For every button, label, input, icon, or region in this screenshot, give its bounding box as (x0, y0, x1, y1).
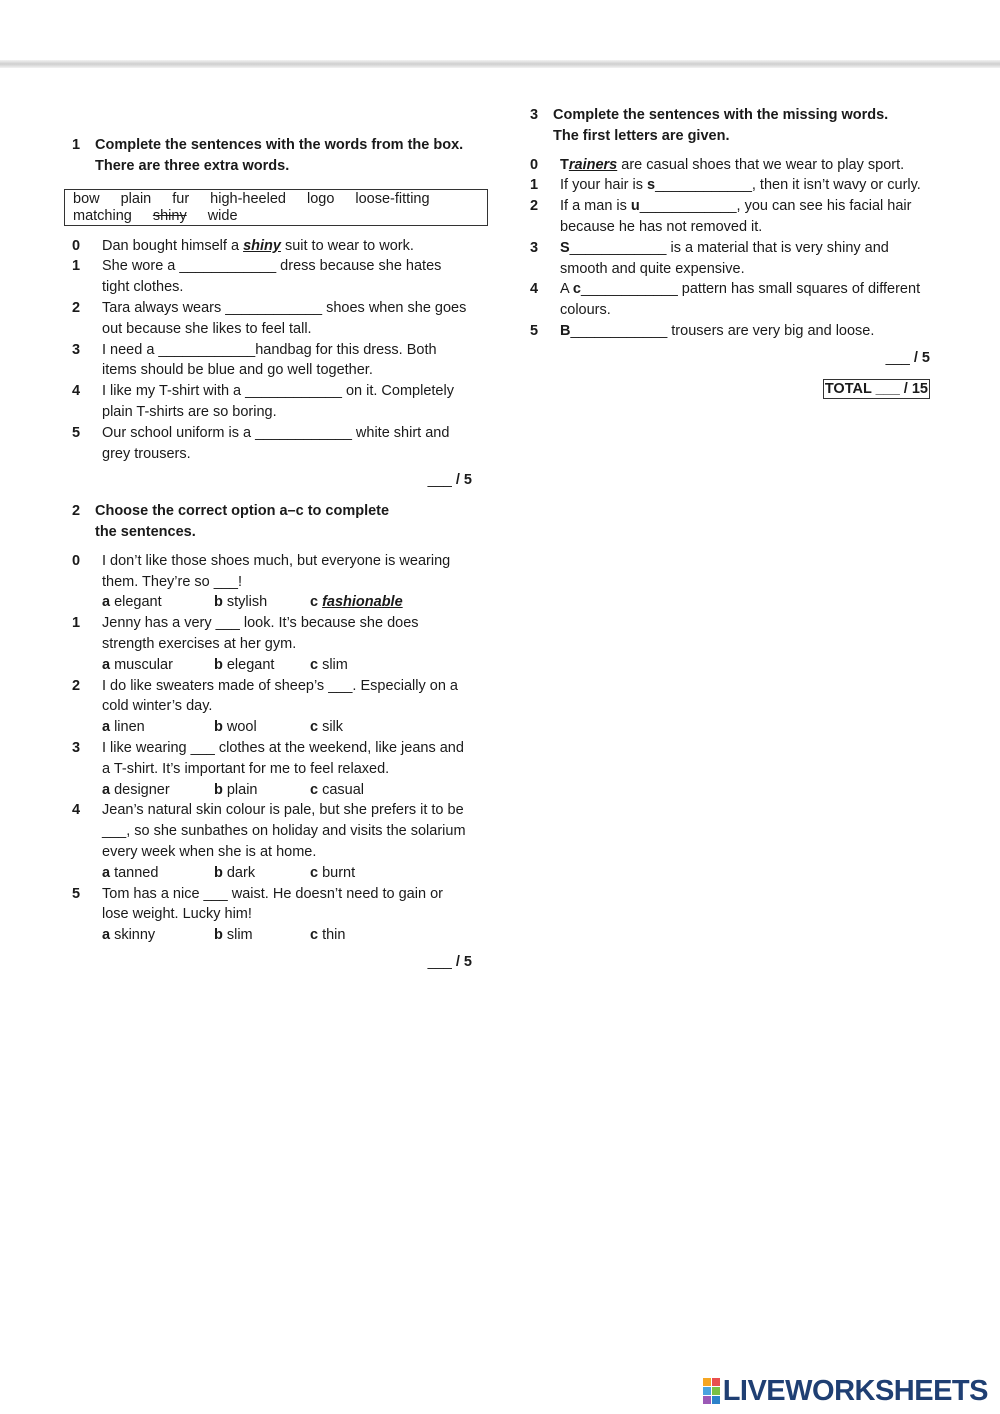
left-column (72, 135, 472, 973)
option-c[interactable] (310, 592, 403, 613)
box-word: high-heeled (210, 190, 286, 207)
option-letter: c (310, 656, 319, 673)
question-number: 2 (72, 677, 81, 694)
score-total: / 5 (451, 953, 472, 970)
question-number: 4 (72, 802, 81, 819)
exercise-2 (72, 501, 472, 973)
option-letter: a (102, 864, 111, 881)
question-number: 5 (72, 885, 81, 902)
text-before: If your hair is (560, 177, 648, 194)
exercise-1-heading (72, 135, 472, 177)
question-number: 1 (72, 258, 81, 275)
question-item (72, 884, 472, 926)
exercise-number: 1 (72, 137, 81, 153)
option-c[interactable] (310, 863, 355, 884)
option-text: tanned (114, 864, 159, 881)
score-line (72, 470, 472, 491)
question-item (72, 551, 472, 593)
top-divider-bar (0, 60, 1000, 68)
option-text: skinny (114, 927, 156, 944)
exercise-instructions: Choose the correct option a–c to complete the sentences. (95, 503, 390, 540)
question-number: 3 (72, 739, 81, 756)
option-c[interactable] (310, 925, 345, 946)
question-item (530, 155, 930, 176)
question-item (72, 800, 472, 862)
question-number: 2 (530, 198, 539, 215)
question-text: Jenny has a very ___ look. It’s because she does strength exercises at her gym. (102, 615, 419, 652)
options-row (72, 717, 472, 738)
exercise-3-heading (530, 105, 930, 147)
text-after: are casual shoes that we wear to play sport. (617, 156, 905, 173)
option-letter: b (214, 781, 223, 798)
question-item (72, 256, 472, 298)
option-a[interactable] (102, 655, 214, 676)
question-number: 3 (72, 341, 81, 358)
question-item (72, 423, 472, 465)
question-item (72, 738, 472, 780)
text-after: ____________ is a material that is very shiny and smooth and quite expensive. (560, 239, 889, 277)
option-text: thin (322, 927, 346, 944)
option-letter: c (310, 927, 319, 944)
right-column (530, 105, 930, 399)
question-number: 4 (530, 281, 539, 298)
option-letter: a (102, 594, 111, 611)
question-item (530, 279, 930, 321)
exercise-number: 2 (72, 503, 81, 520)
text-after: ____________, you can see his facial hair because he has not removed it. (560, 198, 912, 235)
question-number: 0 (530, 156, 539, 173)
question-item (72, 676, 472, 718)
first-letter: u (630, 198, 640, 215)
options-row (72, 925, 472, 946)
option-c[interactable] (310, 780, 364, 801)
option-c[interactable] (310, 717, 343, 738)
question-text (560, 155, 930, 176)
first-letter: B (560, 322, 571, 339)
option-text: wool (226, 719, 257, 736)
option-letter: c (310, 594, 319, 611)
score-total: / 5 (451, 472, 472, 489)
option-letter: a (102, 719, 111, 736)
exercise-instructions: Complete the sentences with the missing words. The first letters are given. (553, 107, 889, 144)
text-before: If a man is (560, 198, 631, 215)
exercise-1 (72, 135, 472, 491)
text-after: ____________, then it isn’t wavy or curly. (655, 177, 921, 194)
question-text: She wore a ____________ dress because she hates tight clothes. (102, 258, 442, 296)
option-text: designer (114, 781, 170, 798)
first-letter: s (647, 177, 656, 194)
option-text: elegant (114, 594, 162, 611)
option-text: slim (322, 656, 348, 673)
option-a[interactable] (102, 925, 214, 946)
option-text: plain (226, 781, 258, 798)
question-number: 3 (530, 239, 539, 256)
question-item (72, 340, 472, 382)
score-blank[interactable]: ___ (427, 953, 452, 970)
option-text: burnt (322, 864, 356, 881)
option-letter: c (310, 781, 319, 798)
box-word: plain (120, 190, 152, 207)
options-row (72, 655, 472, 676)
option-text: linen (114, 719, 145, 736)
option-c[interactable] (310, 655, 348, 676)
question-text: I like my T-shirt with a ____________ on it. Completely plain T-shirts are so boring. (102, 383, 454, 420)
question-text: Tara always wears ____________ shoes when she goes out because she likes to feel tall. (102, 299, 467, 337)
text-after: ____________ pattern has small squares of different colours. (560, 281, 921, 319)
logo-text: LIVEWORKSHEETS (722, 1375, 988, 1407)
question-item (530, 196, 930, 238)
question-number: 0 (72, 237, 81, 254)
first-letter: S (560, 239, 570, 256)
option-letter: a (102, 781, 111, 798)
option-b[interactable] (214, 780, 310, 801)
question-number: 2 (72, 299, 81, 316)
options-row (72, 780, 472, 801)
exercise-3 (530, 105, 930, 399)
option-text: slim (226, 927, 253, 944)
option-b[interactable] (214, 655, 310, 676)
option-text: muscular (114, 656, 173, 673)
question-text (560, 175, 930, 196)
option-letter: b (214, 927, 223, 944)
total-score-wrap (530, 379, 930, 400)
option-letter: b (214, 594, 223, 611)
example-answer: shiny (243, 237, 281, 254)
score-total: / 5 (909, 349, 930, 366)
question-number: 5 (530, 322, 539, 339)
options-row (72, 592, 472, 613)
score-line (72, 952, 472, 973)
question-item (72, 236, 472, 257)
example-answer: rainers (568, 156, 618, 173)
example-answer: fashionable (322, 594, 403, 611)
option-b[interactable] (214, 863, 310, 884)
option-a[interactable] (102, 592, 214, 613)
question-item (530, 175, 930, 196)
exercise-instructions: Complete the sentences with the words from the box. There are three extra words. (95, 137, 464, 174)
question-item (530, 321, 930, 342)
text-after: ____________ trousers are very big and loose. (570, 322, 875, 339)
liveworksheets-logo (703, 1376, 988, 1406)
option-a[interactable] (102, 717, 214, 738)
question-text: I need a ____________handbag for this dress. Both items should be blue and go well together. (102, 341, 437, 379)
score-blank[interactable]: ___ (427, 472, 452, 489)
question-text: Tom has a nice ___ waist. He doesn’t need to gain or lose weight. Lucky him! (102, 885, 443, 923)
option-b[interactable] (214, 592, 310, 613)
option-b[interactable] (214, 717, 310, 738)
box-word: fur (172, 190, 190, 207)
question-item (72, 381, 472, 423)
option-letter: c (310, 719, 319, 736)
question-item (72, 613, 472, 655)
option-letter: a (102, 656, 111, 673)
option-a[interactable] (102, 863, 214, 884)
option-text: silk (322, 719, 344, 736)
score-blank[interactable]: ___ (885, 349, 910, 366)
options-row (72, 863, 472, 884)
question-text: Our school uniform is a ____________ white shirt and grey trousers. (102, 424, 450, 462)
text-after: suit to wear to work. (280, 237, 414, 254)
box-word: loose-fitting (355, 190, 430, 207)
option-letter: a (102, 927, 111, 944)
option-letter: b (214, 719, 223, 736)
box-word: wide (207, 207, 238, 224)
option-letter: c (310, 864, 319, 881)
box-word: logo (306, 190, 335, 207)
option-b[interactable] (214, 925, 310, 946)
option-a[interactable] (102, 780, 214, 801)
question-number: 5 (72, 424, 81, 441)
question-text: I like wearing ___ clothes at the weekend, like jeans and a T-shirt. It’s important for me to feel relaxed. (102, 739, 464, 777)
option-letter: b (214, 656, 223, 673)
option-text: elegant (226, 656, 275, 673)
question-text (560, 238, 930, 280)
logo-mark-icon (703, 1378, 720, 1404)
question-text (102, 236, 472, 257)
question-number: 4 (72, 383, 81, 400)
option-text: casual (322, 781, 364, 798)
text-before: Dan bought himself a (102, 237, 244, 254)
score-line (530, 348, 930, 369)
box-word: matching (73, 207, 132, 224)
box-word: bow (73, 190, 100, 207)
total-score-box: TOTAL ___ / 15 (824, 380, 928, 397)
question-number: 1 (530, 177, 539, 194)
question-item (530, 238, 930, 280)
first-letter: c (572, 281, 581, 298)
question-text: I do like sweaters made of sheep’s ___. Especially on a cold winter’s day. (102, 677, 458, 715)
exercise-2-heading (72, 501, 472, 543)
option-text: stylish (226, 594, 268, 611)
first-letter: T (560, 156, 569, 173)
question-number: 1 (72, 615, 81, 632)
question-text (560, 321, 930, 342)
question-text (560, 279, 930, 321)
question-number: 0 (72, 552, 81, 569)
exercise-number: 3 (530, 107, 539, 123)
box-word-used: shiny (152, 207, 187, 224)
question-text: I don’t like those shoes much, but everyone is wearing them. They’re so ___! (102, 552, 451, 590)
text-before: A (560, 281, 573, 298)
question-item (72, 298, 472, 340)
question-text: Jean’s natural skin colour is pale, but she prefers it to be ___, so she sunbathes on holiday and visits the solarium every week when she is at home. (102, 802, 466, 860)
option-text: dark (226, 864, 256, 881)
word-box (64, 189, 488, 226)
option-letter: b (214, 864, 223, 881)
question-text (560, 196, 930, 238)
